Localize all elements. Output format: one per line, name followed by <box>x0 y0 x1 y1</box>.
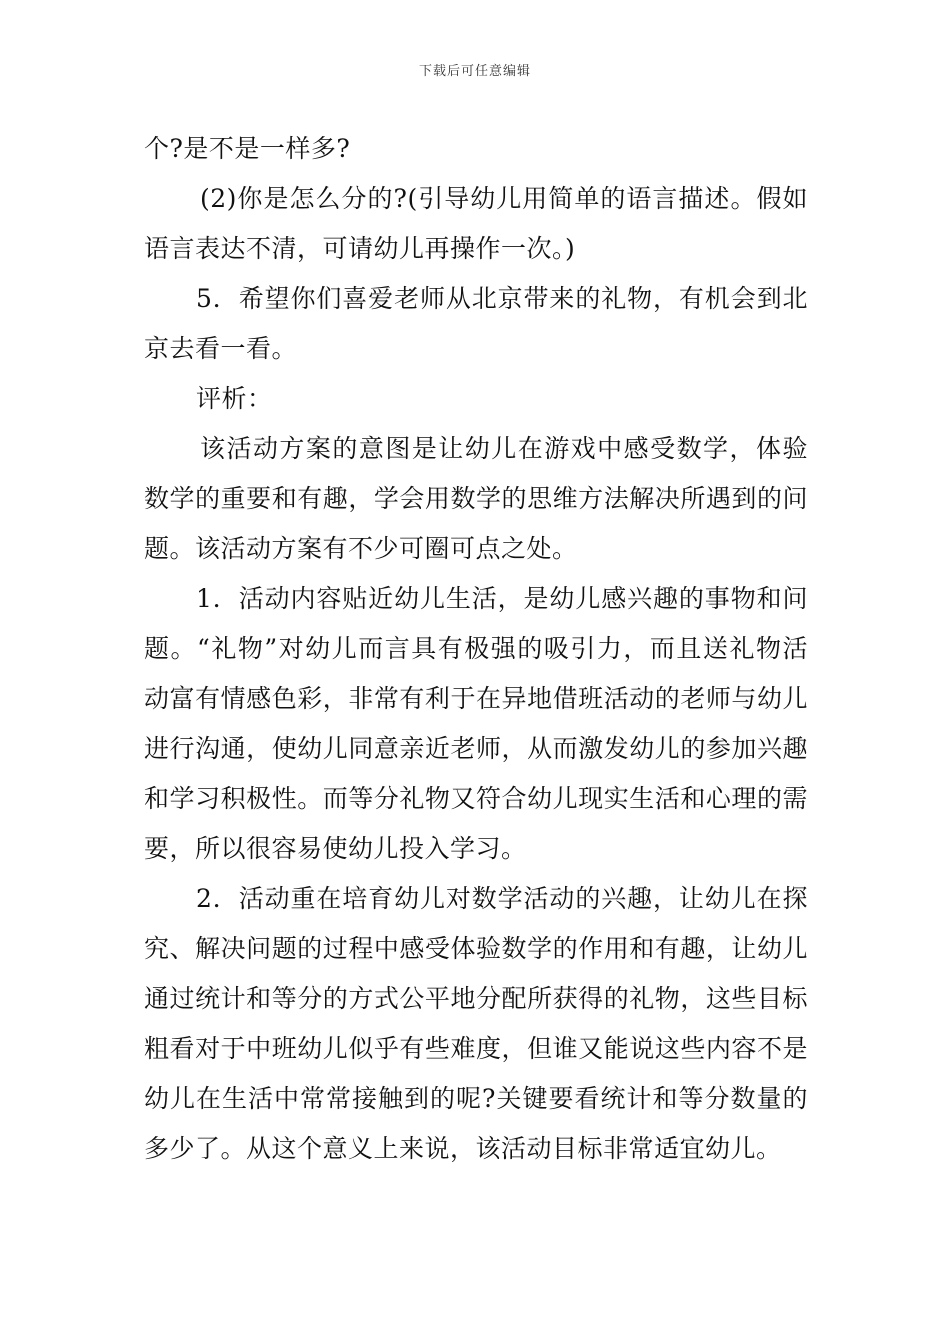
paragraph-question-2: (2)你是怎么分的?(引导幼儿用简单的语言描述。假如语言表达不清，可请幼儿再操作一次。) <box>144 184 808 263</box>
paragraph-point-2: 2．活动重在培育幼儿对数学活动的兴趣，让幼儿在探究、解决问题的过程中感受体验数学的作用和有趣，让幼儿通过统计和等分的方式公平地分配所获得的礼物，这些目标粗看对于中班幼儿似乎有些难度，但谁又能说这些内容不是幼儿在生活中常常接触到的呢?关键要看统计和等分数量的多少了。从这个意义上来说，该活动目标非常适宜幼儿。 <box>144 884 808 1163</box>
page-header: 下载后可任意编辑 <box>418 64 531 79</box>
paragraph-analysis-heading: 评析： <box>196 384 273 413</box>
paragraph-point-1: 1．活动内容贴近幼儿生活，是幼儿感兴趣的事物和问题。“礼物”对幼儿而言具有极强的吸引力，而且送礼物活动富有情感色彩，非常有利于在异地借班活动的老师与幼儿进行沟通，使幼儿同意亲近老师，从而激发幼儿的参加兴趣和学习积极性。而等分礼物又符合幼儿现实生活和心理的需要，所以很容易使幼儿投入学习。 <box>144 584 808 863</box>
document-body <box>144 124 808 1174</box>
paragraph-continuation: 个?是不是一样多? <box>144 134 351 163</box>
paragraph-step-5: 5．希望你们喜爱老师从北京带来的礼物，有机会到北京去看一看。 <box>144 284 808 363</box>
paragraph-analysis-intro: 该活动方案的意图是让幼儿在游戏中感受数学，体验数学的重要和有趣，学会用数学的思维方法解决所遇到的问题。该活动方案有不少可圈可点之处。 <box>144 434 808 563</box>
